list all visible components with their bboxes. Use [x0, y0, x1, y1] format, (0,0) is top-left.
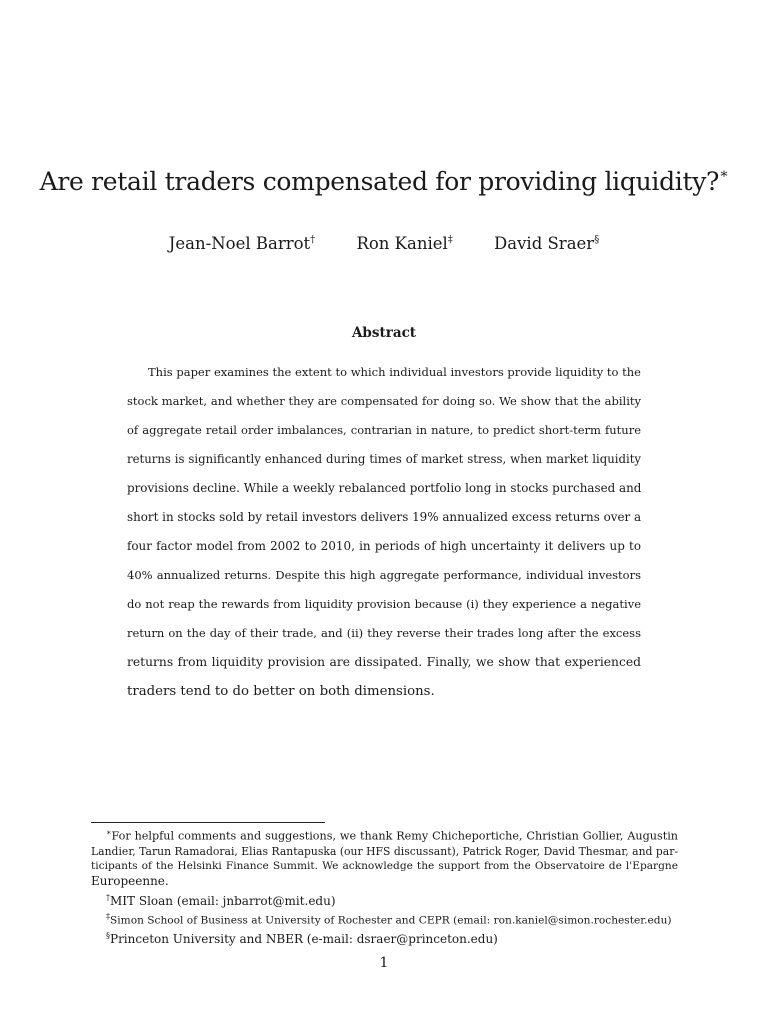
author-list	[0, 234, 768, 253]
paper-title: Are retail traders compensated for providing liquidity?∗	[39, 165, 729, 196]
abstract-line: of aggregate retail order imbalances, contrarian in nature, to predict short-term future	[127, 423, 641, 437]
abstract-line: stock market, and whether they are compensated for doing so. We show that the ability	[127, 394, 641, 408]
abstract-line: This paper examines the extent to which individual investors provide liquidity to the	[148, 365, 641, 379]
footnote-affiliation: ‡Simon School of Business at University of Rochester and CEPR (email: ron.kaniel@simon.rochester.edu)	[106, 911, 672, 927]
footnote-mark: ∗	[106, 828, 112, 837]
footnote-affiliation: †MIT Sloan (email: jnbarrot@mit.edu)	[106, 892, 336, 908]
author: Ron Kaniel‡	[356, 234, 453, 253]
footnote-mark: †	[106, 892, 110, 902]
abstract-line: do not reap the rewards from liquidity provision because (i) they experience a negative	[127, 597, 641, 611]
abstract-line: return on the day of their trade, and (ii) they reverse their trades long after the excess	[127, 626, 641, 640]
footnote-rule	[91, 822, 325, 823]
abstract-heading: Abstract	[351, 325, 417, 341]
footnote-mark: §	[106, 931, 110, 941]
footnote-affiliation: §Princeton University and NBER (e-mail: dsraer@princeton.edu)	[106, 931, 498, 947]
abstract-line: short in stocks sold by retail investors delivers 19% annualized excess returns over a	[127, 510, 642, 524]
abstract-line: four factor model from 2002 to 2010, in periods of high uncertainty it delivers up to	[127, 539, 641, 553]
abstract-line: 40% annualized returns. Despite this high aggregate performance, individual investors	[127, 568, 641, 582]
abstract-line: returns from liquidity provision are dissipated. Finally, we show that experienced	[127, 655, 641, 669]
title-footnote-mark: ∗	[719, 165, 729, 182]
footnote-line: ticipants of the Helsinki Finance Summit. We acknowledge the support from the Observatoire de l'Epargne	[91, 860, 678, 873]
abstract-line: traders tend to do better on both dimensions.	[127, 684, 435, 699]
footnote-line: Landier, Tarun Ramadorai, Elias Rantapuska (our HFS discussant), Patrick Roger, David Thesmar, and par-	[91, 844, 679, 858]
author-footnote-mark: §	[594, 234, 600, 246]
author-footnote-mark: ‡	[447, 234, 453, 246]
abstract-line: provisions decline. While a weekly rebalanced portfolio long in stocks purchased and	[127, 481, 642, 495]
footnote-line: ∗For helpful comments and suggestions, we thank Remy Chicheportiche, Christian Gollier, Augustin	[106, 828, 678, 843]
footnote-mark: ‡	[106, 911, 110, 921]
page-number: 1	[379, 955, 389, 971]
author: Jean-Noel Barrot†	[168, 234, 316, 253]
author: David Sraer§	[494, 234, 600, 253]
footnote-line: Europeenne.	[91, 874, 169, 889]
author-footnote-mark: †	[310, 234, 316, 246]
abstract-body	[127, 358, 641, 706]
footnotes	[91, 825, 678, 948]
abstract-line: returns is significantly enhanced during times of market stress, when market liquidity	[127, 452, 641, 466]
